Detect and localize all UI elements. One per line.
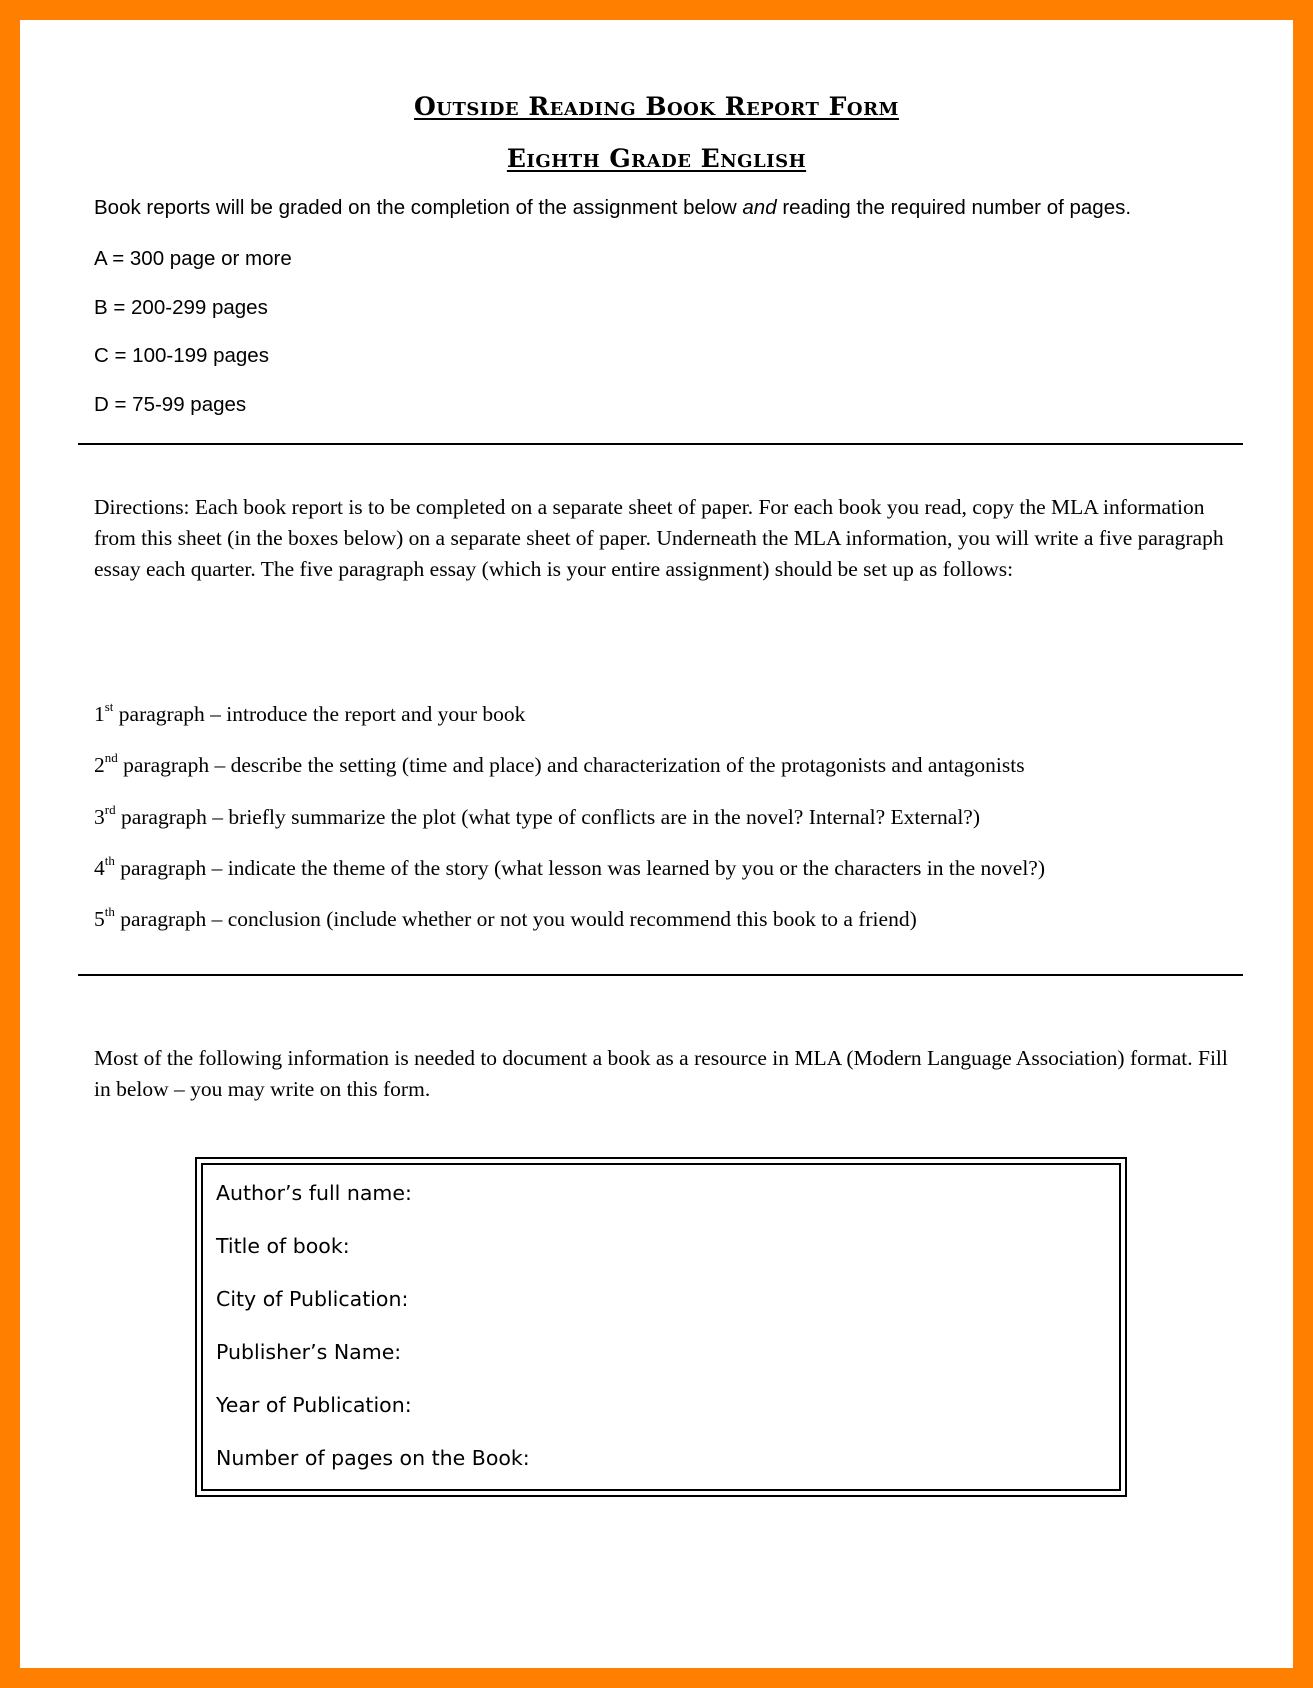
form-title: Outside Reading Book Report Form <box>414 92 899 121</box>
directions-text: Directions: Each book report is to be completed on a separate sheet of paper. For each book you read, copy the MLA information from this sheet (in the boxes below) on a separate sheet of paper. Underneath the MLA information, you will write a five paragraph essay each quarter. The five paragraph essay (which is your entire assignment) should be set up as follows: <box>94 495 1224 581</box>
mla-info-box-inner <box>201 1163 1121 1491</box>
paragraph-instruction-2 <box>94 749 1025 778</box>
paragraph-description: paragraph – indicate the theme of the story (what lesson was learned by you or the characters in the novel?) <box>114 856 1046 880</box>
publication-city-field[interactable]: City of Publication: <box>216 1287 409 1311</box>
ordinal-suffix: st <box>104 698 114 714</box>
ordinal-suffix: rd <box>104 801 116 817</box>
paragraph-instruction-1 <box>94 698 526 727</box>
paragraph-description: paragraph – conclusion (include whether or not you would recommend this book to a friend) <box>114 907 917 931</box>
paragraph-instruction-3 <box>94 801 981 830</box>
form-subtitle: Eighth Grade English <box>506 144 807 173</box>
grade-a-line: A = 300 page or more <box>94 247 292 270</box>
section-divider-1 <box>78 443 1243 445</box>
section-divider-2 <box>78 974 1243 976</box>
paragraph-number: 2 <box>94 753 105 777</box>
grade-b-line: B = 200-299 pages <box>94 296 268 319</box>
author-name-field[interactable]: Author’s full name: <box>216 1181 412 1205</box>
paragraph-number: 3 <box>94 805 105 829</box>
grading-intro-before: Book reports will be graded on the completion of the assignment below <box>94 196 743 219</box>
paragraph-instruction-5 <box>94 903 917 932</box>
book-title-field[interactable]: Title of book: <box>216 1234 350 1258</box>
paragraph-description: paragraph – introduce the report and your book <box>113 702 526 726</box>
publisher-name-field[interactable]: Publisher’s Name: <box>216 1340 402 1364</box>
paragraph-description: paragraph – briefly summarize the plot (what type of conflicts are in the novel? Internal? External?) <box>115 805 981 829</box>
paragraph-number: 1 <box>94 702 105 726</box>
grading-intro-emphasis: and <box>742 196 777 219</box>
page-count-field[interactable]: Number of pages on the Book: <box>216 1446 530 1470</box>
report-form-page <box>20 20 1293 1668</box>
paragraph-instruction-4 <box>94 852 1046 881</box>
mla-note: Most of the following information is needed to document a book as a resource in MLA (Modern Language Association) format. Fill in below – you may write on this form. <box>94 1046 1228 1101</box>
ordinal-suffix: th <box>104 903 115 919</box>
paragraph-number: 4 <box>94 856 105 880</box>
paragraph-number: 5 <box>94 907 105 931</box>
grade-c-line: C = 100-199 pages <box>94 344 269 367</box>
ordinal-suffix: th <box>104 852 115 868</box>
paragraph-description: paragraph – describe the setting (time and place) and characterization of the protagonists and antagonists <box>117 753 1025 777</box>
grade-d-line: D = 75-99 pages <box>94 393 247 416</box>
publication-year-field[interactable]: Year of Publication: <box>216 1393 412 1417</box>
ordinal-suffix: nd <box>104 749 118 765</box>
grading-intro <box>94 196 1131 220</box>
grading-intro-after: reading the required number of pages. <box>776 196 1132 219</box>
mla-info-box <box>195 1157 1127 1497</box>
